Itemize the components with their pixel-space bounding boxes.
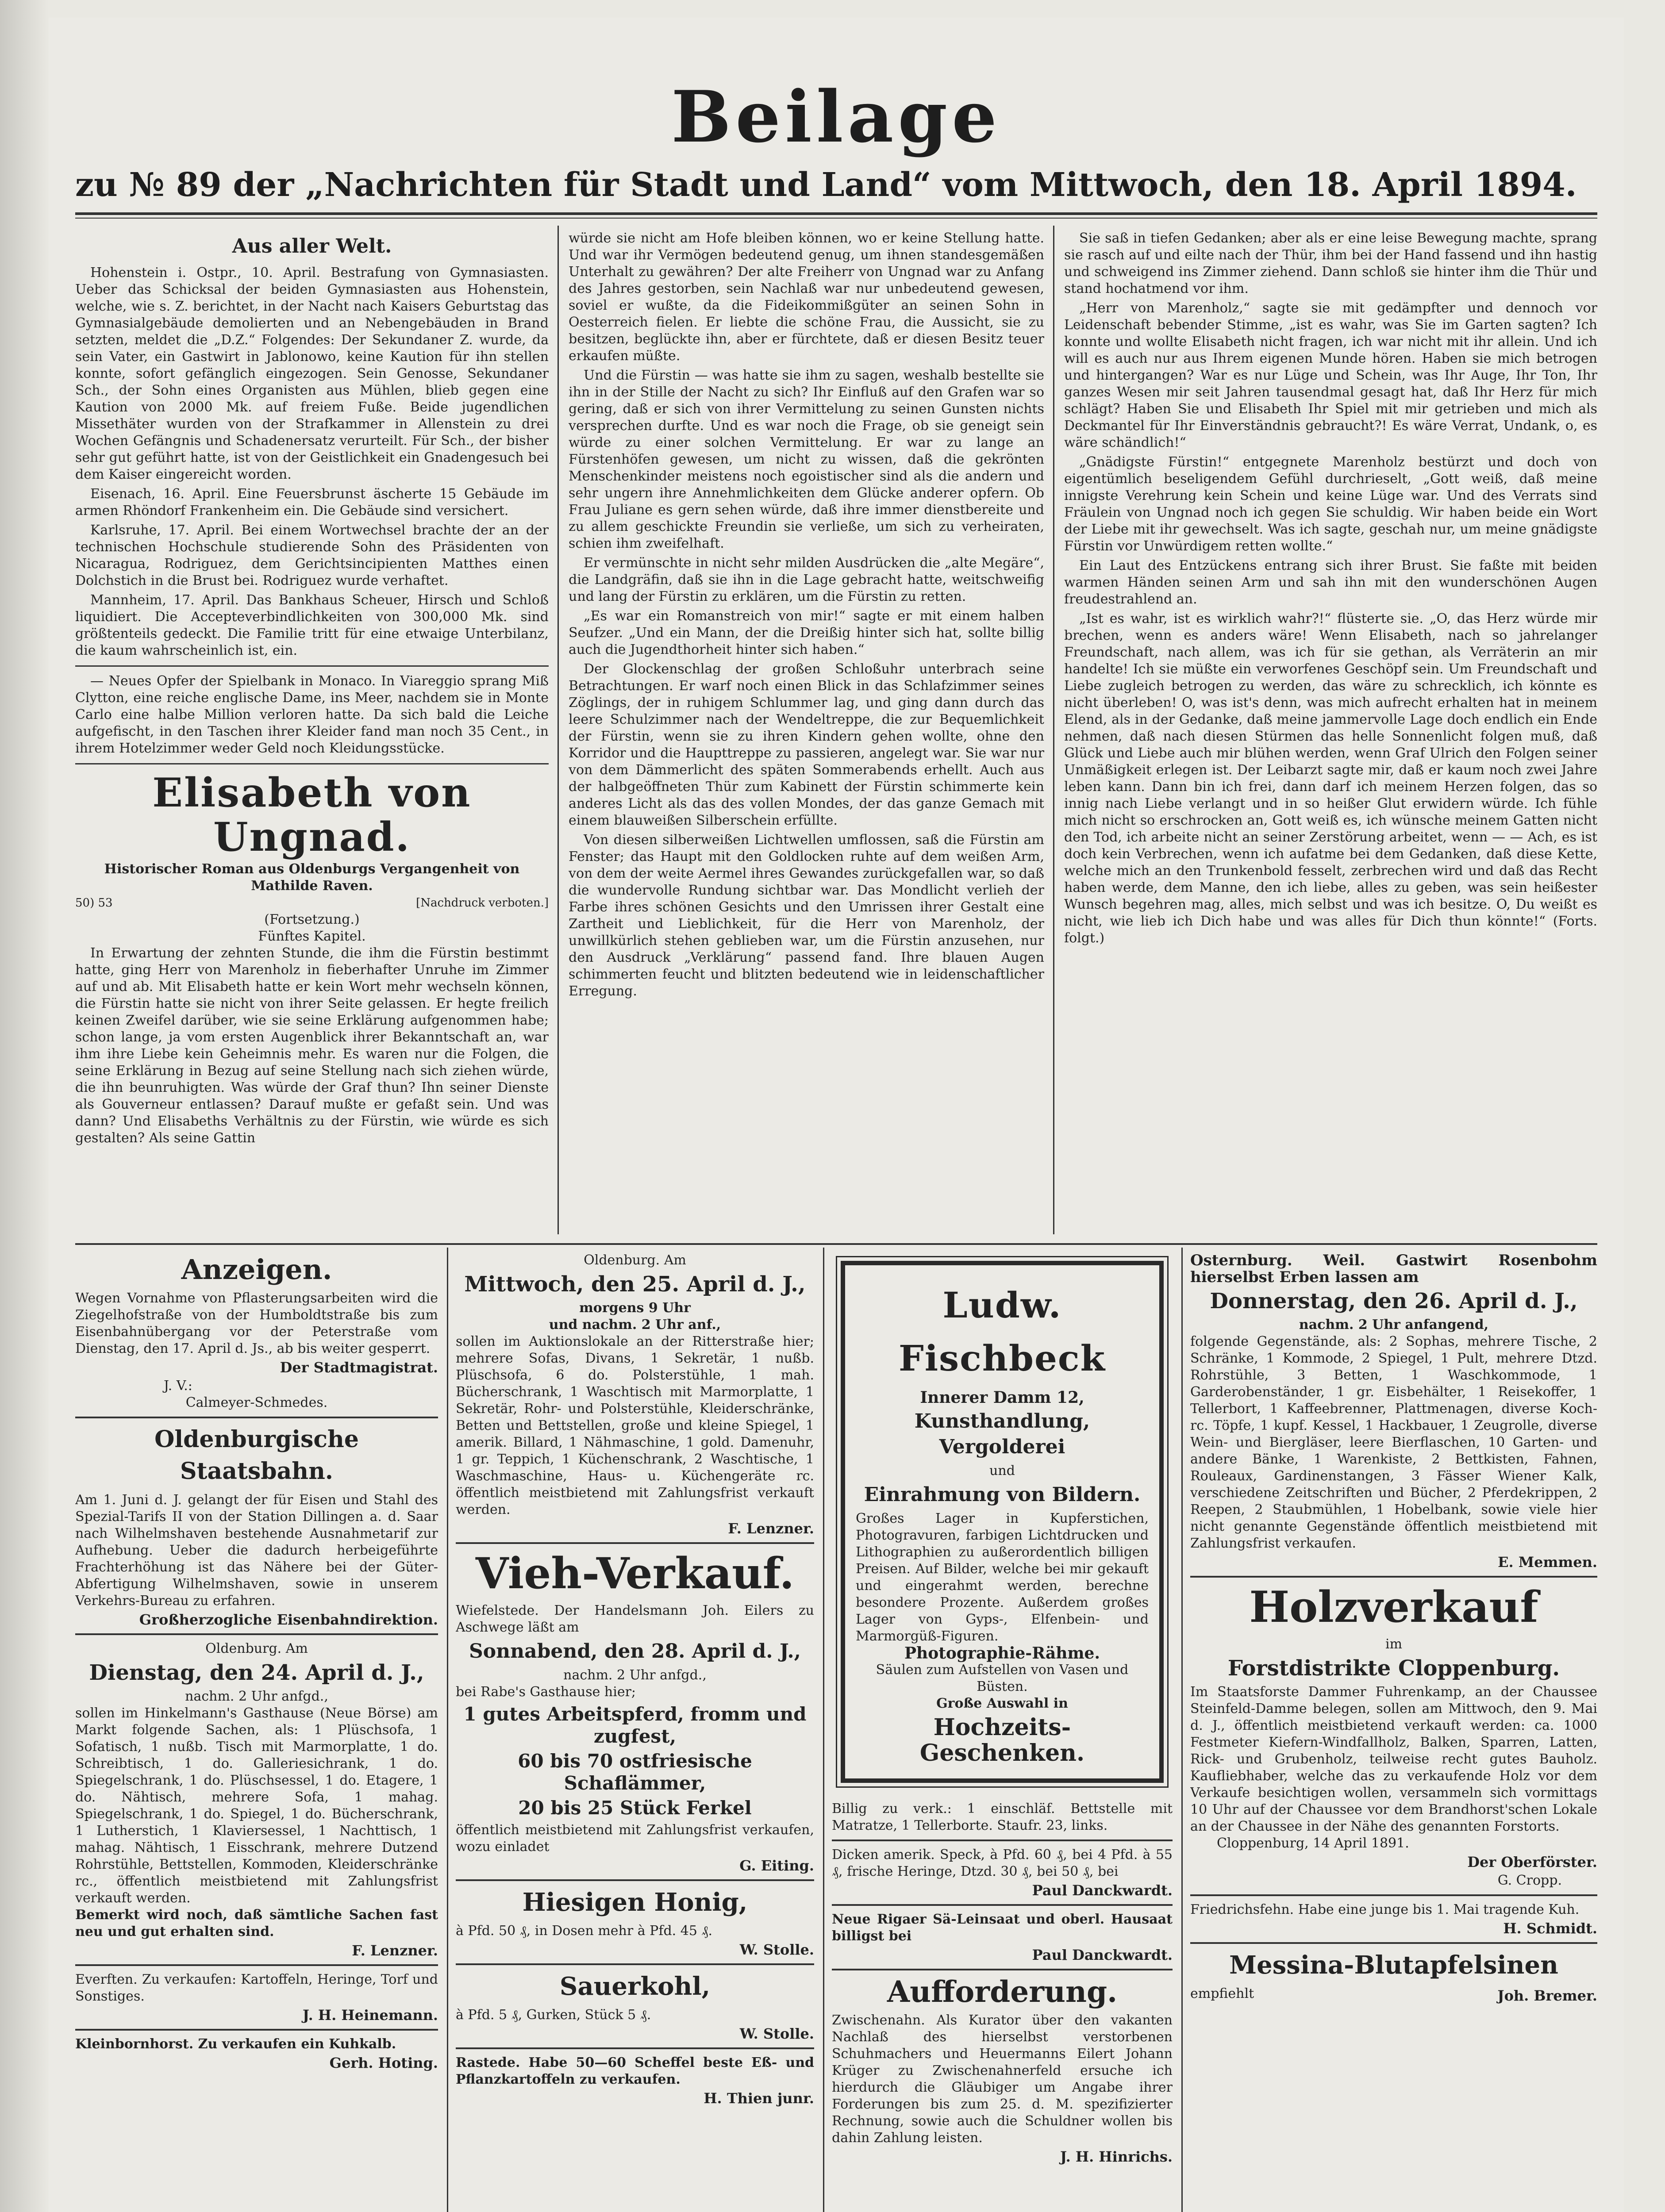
honig-sig: W. Stolle. bbox=[739, 1941, 814, 1958]
messina-sig: Joh. Bremer. bbox=[1497, 1987, 1597, 2004]
everften-sig: J. H. Heinemann. bbox=[302, 2007, 438, 2024]
sauerkohl-heading: Sauerkohl, bbox=[559, 1972, 711, 2001]
dienstag-sig: F. Lenzner. bbox=[352, 1942, 438, 1959]
novel-col3-p5: „Ist es wahr, ist es wirklich wahr?!“ flüsterte sie. „O, das Herz würde mir brechen, wenn es anders wäre! Wenn Elisabeth, nach so jahrelanger Freundschaft, nach allem, was ich für sie gethan, als Verräterin an mir handelte! Ich sie müßte ein verworfenes Geschöpf sein. Um Freundschaft und Liebe zugleich betrogen zu werden, das wäre zu schrecklich, ich könnte es nicht überleben! O, was ist's denn, was mich aufrecht erhalten hat in meinem Elend, als in der Gedanke, daß meine jammervolle Lage doch endlich ein Ende nehmen, daß nach diesen Stürmen das helle Sonnenlicht folgen muß, daß Glück und Liebe auch mir blühen werden, wenn Graf Ulrich den Folgen seiner Unmäßigkeit erlegen ist. Der Leibarzt sagte mir, daß er kaum noch zwei Jahre leben kann. Dann bin ich frei, dann darf ich meinem Herzen folgen, das so innig nach Liebe verlangt und in so heißer Glut erwidern würde. Ich fühle mich nicht so erschrocken an, Gott weiß es, ich wünsche meinem Gatten nicht den Tod, ich arbeite nicht an seiner Zerstörung arbeitet, wenn — — Ach, es ist doch kein Verbrechen, wenn ich aufatme bei dem Gedanken, daß diese Kette, welche mich an den Trunkenbold fesselt, zerbrechen wird und daß das Recht haben werde, dem Manne, den ich liebe, alles zu geben, was sein heißester Wunsch begehren mag, alles, mich selbst und was ich besitze. O, Du weißt es nicht, wie lieb ich Dich habe und was alles für Dich thun könnte!“ (Forts. folgt.) bbox=[1064, 611, 1597, 946]
everften-text: Everften. Zu verkaufen: Kartoffeln, Heringe, Torf und Sonstiges. bbox=[75, 1972, 438, 2004]
ad-divider-3 bbox=[1181, 1248, 1183, 2212]
vieh-sig: G. Eiting. bbox=[739, 1857, 814, 1874]
novel-chapter: Fünftes Kapitel. bbox=[258, 929, 366, 944]
anzeigen-heading: Anzeigen. bbox=[181, 1253, 332, 1286]
holz-sub1: im bbox=[1385, 1636, 1403, 1652]
novel-col2-p4: „Es war ein Romanstreich von mir!“ sagte er mit einem halben Seufzer. „Und ein Mann, der die Dreißig hinter sich hat, sollte billig auch die Jugendthorheit hinter sich haben.“ bbox=[569, 608, 1044, 657]
fischbeck-line7: Hochzeits-Geschenken. bbox=[919, 1714, 1085, 1767]
mittwoch-sig: F. Lenzner. bbox=[728, 1520, 814, 1537]
novel-col3-p3: „Gnädigste Fürstin!“ entgegnete Marenholz bestürzt und doch von eigentümlich beseligendem Gefühl durchrieselt, „Gott weiß, daß meine innigste Verehrung kein Schein und keine Lüge war. Und des Verrats sind Fräulein von Ungnad noch ich gegen Sie schuldig. Wir haben beide ein Wort der Liebe mit ihr gewechselt. Was ich sagte, geschah nur, um meine gnädigste Fürstin vor Unwürdigem retten wollte.“ bbox=[1064, 454, 1597, 554]
sauerkohl-text: à Pfd. 5 ₰, Gurken, Stück 5 ₰. bbox=[456, 2007, 651, 2023]
holz-date: Cloppenburg, 14 April 1891. bbox=[1217, 1836, 1409, 1851]
staatsbahn-sig: Großherzogliche Eisenbahndirektion. bbox=[139, 1611, 438, 1628]
osternburg-date: Donnerstag, den 26. April d. J., bbox=[1210, 1289, 1578, 1313]
messina-heading: Messina-Blutapfelsinen bbox=[1229, 1951, 1558, 1980]
rigaer-sig: Paul Danckwardt. bbox=[1032, 1947, 1173, 1963]
novel-title: Elisabeth von Ungnad. bbox=[152, 769, 472, 860]
novel-col2-p1: würde sie nicht am Hofe bleiben können, wo er keine Stellung hatte. Und war ihr Vermögen bedeutend genug, um ihnen standesgemäßen Unterhalt zu gewähren? Der alte Freiherr von Ungnad war zu Anfang des Jahres gestorben, sein Nachlaß war nur unbedeutend gewesen, soviel er wußte, da die Fideikommißgüter an seinen Sohn in Oesterreich fielen. Er liebte die schöne Frau, die Aussicht, sie zu besitzen, beglückte ihn, aber er fürchtete, daß er diesen Besitz teuer erkaufen müßte. bbox=[569, 230, 1044, 364]
anzeigen-sig2: J. V.: bbox=[164, 1378, 192, 1394]
speck-text: Dicken amerik. Speck, à Pfd. 60 ₰, bei 4 Pfd. à 55 ₰, frische Heringe, Dtzd. 30 ₰, bei 50 ₰, bei bbox=[832, 1847, 1173, 1879]
staatsbahn-text: Am 1. Juni d. J. gelangt der für Eisen und Stahl des Spezial-Tarifs II von der Station Dillingen a. d. Saar nach Wilhelmshaven bestehende Ausnahmetarif zur Aufhebung. Ueber die dadurch herbeigeführte Frachterhöhung ist das Nähere bei der Güter-Abfertigung Wilhelmshaven, sowie in unserem Verkehrs-Bureau zu erfahren. bbox=[75, 1492, 438, 1609]
staatsbahn-heading: Oldenburgische Staatsbahn. bbox=[154, 1426, 359, 1485]
messina-text: empfiehlt bbox=[1190, 1986, 1254, 2001]
osternburg-time: nachm. 2 Uhr anfangend, bbox=[1299, 1317, 1489, 1333]
vieh-text2: bei Rabe's Gasthause hier; bbox=[456, 1684, 636, 1700]
holzverkauf-heading: Holzverkauf bbox=[1249, 1582, 1538, 1632]
vieh-date: Sonnabend, den 28. April d. J., bbox=[469, 1640, 801, 1663]
news-hohenstein: Hohenstein i. Ostpr., 10. April. Bestrafung von Gymnasiasten. Ueber das Schicksal der beiden Gymnasiasten aus Hohenstein, welche, wie s. Z. berichtet, in der Nacht nach Kaisers Geburtstag das Gymnasialgebäude demolierten und an Nebengebäuden in Brand setzten, meldet die „D.Z.“ Folgendes: Der Sekundaner Z. wurde, da sein Vater, ein Gastwirt in Jablonowo, keine Kaution für ihn stellen konnte, sofort gefänglich eingezogen. Sein Genosse, Sekundaner Sch., der Sohn eines Organisten aus Mühlen, blieb gegen eine Kaution von 2000 Mk. auf freiem Fuße. Beide jugendlichen Missethäter wurden von der Strafkammer in Allenstein zu drei Wochen Gefängnis und Schadenersatz verurteilt. Für Sch., der bisher sehr gut geführt hatte, ist von der Geistlichkeit ein Gnadengesuch bei dem Kaiser eingereicht worden. bbox=[75, 265, 549, 482]
fischbeck-ad bbox=[841, 1261, 1164, 1783]
vieh-time: nachm. 2 Uhr anfgd., bbox=[563, 1667, 707, 1683]
novel-col2-p3: Er vermünschte in nicht sehr milden Ausdrücken die „alte Megäre“, die Landgräfin, daß sie ihn in die Lage gebracht hatte, weitschweifig und lang der Fürstin zu erklären, um die Fürstin zu retten. bbox=[569, 555, 1044, 604]
novel-number: 50) 53 bbox=[75, 896, 113, 910]
osternburg-sig: E. Memmen. bbox=[1498, 1554, 1597, 1571]
novel-subtitle: Historischer Roman aus Oldenburgs Vergangenheit von Mathilde Raven. bbox=[104, 861, 520, 894]
aufforderung-sig: J. H. Hinrichs. bbox=[1060, 2148, 1173, 2165]
page-spine-shadow bbox=[0, 0, 49, 2212]
masthead-title: Beilage bbox=[671, 75, 1001, 158]
fischbeck-address: Innerer Damm 12, bbox=[920, 1388, 1084, 1407]
fischbeck-line1: Kunsthandlung, Vergolderei bbox=[914, 1410, 1090, 1458]
ad-column-3 bbox=[832, 1252, 1173, 2212]
novel-col2-p6: Von diesen silberweißen Lichtwellen umflossen, saß die Fürstin am Fenster; das Haupt mit den Goldlocken ruhte auf dem weißen Arm, von dem der weite Aermel ihres Gewandes zurückgefallen war, so daß die wundervolle Rundung sichtbar war. Das Mondlicht verlieh der Farbe ihres schönen Gesichts und den Umrissen ihrer Gestalt eine Zartheit und Lieblichkeit, für die Herr von Marenholz, der unwillkürlich stehen geblieben war, um die Fürstin anzusehen, nur den Ausdruck „Verklärung“ passend fand. Ihre blauen Augen schimmerten feucht und blitzten bedeutend wie in leidenschaftlicher Erregung. bbox=[569, 832, 1044, 999]
billig-text: Billig zu verk.: 1 einschläf. Bettstelle mit Matratze, 1 Tellerborte. Staufr. 23, links. bbox=[832, 1801, 1173, 1833]
aufforderung-text: Zwischenahn. Als Kurator über den vakanten Nachlaß des hierselbst verstorbenen Schuhmachers und Heuermanns Eilert Johann Krüger zu Zwischenahnerfeld ersuche ich hierdurch die Gläubiger um Angabe ihrer Forderungen bis zum 25. d. M. spezifizierter Rechnung, sowie auch die Schuldner wollen bis dahin Zahlung leisten. bbox=[832, 2012, 1173, 2146]
fischbeck-line3: Einrahmung von Bildern. bbox=[864, 1483, 1141, 1506]
fischbeck-text: Großes Lager in Kupferstichen, Photogravuren, farbigen Lichtdrucken und Lithographien zu außerordentlich billigen Preisen. Auf Bilder, welche bei mir gekauft und eingerahmt werden, berechne besondere Prozente. Außerdem großes Lager von Gyps-, Elfenbein- und Marmorgüß-Figuren. bbox=[856, 1511, 1149, 1644]
dienstag-time: nachm. 2 Uhr anfgd., bbox=[185, 1689, 328, 1704]
section-rule bbox=[75, 1243, 1597, 1245]
dienstag-date: Dienstag, den 24. April d. J., bbox=[89, 1660, 424, 1685]
aus-aller-welt-heading: Aus aller Welt. bbox=[232, 235, 392, 257]
anzeigen-sig3: Calmeyer-Schmedes. bbox=[185, 1395, 328, 1410]
holz-sub2: Forstdistrikte Cloppenburg. bbox=[1227, 1656, 1560, 1681]
novel-col3-p4: Ein Laut des Entzückens entrang sich ihrer Brust. Sie faßte mit beiden warmen Händen seinen Arm und sah ihn mit den wunderschönen Augen freudestrahlend an. bbox=[1064, 558, 1597, 607]
novel-reprint-note: [Nachdruck verboten.] bbox=[416, 896, 549, 910]
news-eisenach: Eisenach, 16. April. Eine Feuersbrunst äscherte 15 Gebäude im armen Rhöndorf Frankenheim ein. Die Gebäude sind versichert. bbox=[75, 486, 549, 518]
fischbeck-line5: Säulen zum Aufstellen von Vasen und Büsten. bbox=[876, 1662, 1129, 1694]
friedrichsfehn-sig: H. Schmidt. bbox=[1503, 1920, 1597, 1937]
anzeigen-sig1: Der Stadtmagistrat. bbox=[280, 1359, 438, 1376]
masthead bbox=[49, 75, 1624, 158]
ad-column-1 bbox=[75, 1252, 438, 2212]
separator bbox=[75, 665, 549, 667]
masthead-rule-bottom bbox=[75, 218, 1597, 219]
ad-column-2 bbox=[456, 1252, 814, 2212]
dienstag-text: sollen im Hinkelmann's Gasthause (Neue Börse) am Markt folgende Sachen, als: 1 Plüschsofa, 1 Sofatisch, 1 nußb. Tisch mit Marmorplatte, 1 do. Schreibtisch, 1 do. Galleriesichrank, 1 do. Spiegelschrank, 1 do. Plüschsessel, 1 do. Etagere, 1 do. Nähtisch, mehrere Sofa, 1 mahag. Spiegelschrank, 1 do. Spiegel, 1 do. Bücherschrank, 1 Lutherstich, 1 Klaviersessel, 1 Nachttisch, 1 mahag. Nähtisch, 1 Eisschrank, mehrere Dutzend Rohrstühle, Bettstellen, Kommoden, Kleiderschränke rc., öffentlich meistbietend mit Zahlungsfrist verkauft werden. bbox=[75, 1705, 438, 1906]
novel-col3-p2: „Herr von Marenholz,“ sagte sie mit gedämpfter und dennoch vor Leidenschaft bebender Stimme, „ist es wahr, was Sie im Garten sagten? Ich konnte und wollte Elisabeth nicht fragen, ich war nicht mit ihr allein. Und ich will es auch nur aus Ihrem eigenen Munde hören. Haben sie mich betrogen und hintergangen? War es nur Lüge und Schein, was Ihr Auge, Ihr Ton, Ihr ganzes Wesen mir seit Jahren tausendmal gesagt hat, daß Ihr Herz für mich schlägt? Haben Sie und Elisabeth Ihr Spiel mit mir getrieben und mich als Deckmantel für Ihr Einverständnis gebraucht?! Es wäre Verrat, Undank, o, es wäre schändlich!“ bbox=[1064, 300, 1597, 450]
speck-sig: Paul Danckwardt. bbox=[1032, 1882, 1173, 1899]
rastede-text: Rastede. Habe 50—60 Scheffel beste Eß- und Pflanzkartoffeln zu verkaufen. bbox=[456, 2055, 814, 2087]
kleinbornhorst-sig: Gerh. Hoting. bbox=[329, 2055, 438, 2071]
vieh-item1: 1 gutes Arbeitspferd, fromm und zugfest, bbox=[463, 1703, 807, 1747]
news-mannheim: Mannheim, 17. April. Das Bankhaus Scheuer, Hirsch und Schloß liquidiert. Die Accepteverbindlichkeiten von 300,000 Mk. sind größtenteils gedeckt. Die Familie tritt für eine etwaige Unterbilanz, die kaum wahrscheinlich ist, ein. bbox=[75, 592, 549, 658]
novel-text: In Erwartung der zehnten Stunde, die ihm die Fürstin bestimmt hatte, ging Herr von Marenholz in fieberhafter Unruhe im Zimmer auf und ab. Mit Elisabeth hatte er kein Wort mehr wechseln können, die Fürstin hatte sie nicht von ihrer Seite gelassen. Er hegte freilich keinen Zweifel darüber, wie sie seine Erklärung aufgenommen habe; schon lange, ja vom ersten Augenblick ihrer Bekanntschaft an, war ihm ihre Liebe kein Geheimnis mehr. Es waren nur die Folgen, die seine Erklärung in Bezug auf seine Stellung nach sich ziehen würde, die ihn beunruhigten. Was würde der Graf thun? Ihn seiner Dienste als Gouverneur entlassen? Darauf mußte er gefaßt sein. Und was dann? Und Elisabeths Verhältnis zu der Fürstin, wie würde es sich gestalten? Als seine Gattin bbox=[75, 945, 549, 1146]
fischbeck-line4: Photographie-Rähme. bbox=[904, 1644, 1100, 1663]
vieh-verkauf-heading: Vieh-Verkauf. bbox=[475, 1548, 795, 1598]
mittwoch-place: Oldenburg. Am bbox=[584, 1252, 686, 1268]
mittwoch-date: Mittwoch, den 25. April d. J., bbox=[464, 1272, 806, 1297]
vieh-text3: öffentlich meistbietend mit Zahlungsfrist verkaufen, wozu einladet bbox=[456, 1822, 814, 1855]
dienstag-note: Bemerkt wird noch, daß sämtliche Sachen fast neu und gut erhalten sind. bbox=[75, 1907, 438, 1939]
ad-divider-2 bbox=[823, 1248, 824, 2212]
news-karlsruhe: Karlsruhe, 17. April. Bei einem Wortwechsel brachte der an der technischen Hochschule studierende Sohn des Präsidenten von Nicaragua, Rodriguez, dem Gerichtsincipienten Matthes einen Dolchstich in die Brust bei. Rodriguez wurde verhaftet. bbox=[75, 522, 549, 588]
honig-heading: Hiesigen Honig, bbox=[522, 1888, 748, 1917]
novel-continuation: (Fortsetzung.) bbox=[264, 912, 360, 927]
rigaer-text: Neue Rigaer Sä-Leinsaat und oberl. Hausaat billigst bei bbox=[832, 1912, 1173, 1944]
column-1 bbox=[75, 230, 549, 1239]
newspaper-page bbox=[49, 18, 1624, 2212]
fischbeck-name: Ludw. Fischbeck bbox=[898, 1284, 1106, 1379]
novel-col3-p1: Sie saß in tiefen Gedanken; aber als er eine leise Bewegung machte, sprang sie rasch auf und eilte nach der Thür, ihm bei der Hand fassend und ihn hastig und schweigend ins Zimmer ziehend. Dann schloß sie hinter ihm die Thür und stand hochatmend vor ihm. bbox=[1064, 230, 1597, 296]
holz-sig1: Der Oberförster. bbox=[1467, 1854, 1597, 1870]
fischbeck-line2: und bbox=[989, 1463, 1015, 1479]
kleinbornhorst-text: Kleinbornhorst. Zu verkaufen ein Kuhkalb. bbox=[75, 2036, 396, 2052]
fischbeck-line6: Große Auswahl in bbox=[936, 1696, 1068, 1711]
holz-text: Im Staatsforste Dammer Fuhrenkamp, an der Chaussee Steinfeld-Damme belegen, sollen am Mittwoch, den 9. Mai d. J., öffentlich meistbietend verkauft werden: ca. 1000 Festmeter Kiefern-Windfallholz, Balken, Sparren, Latten, Rick- und Grubenholz, teilweise recht gutes Bauholz. Kaufliebhaber, welche das zu verkaufende Holz vor dem Verkaufe besichtigen wollen, versammeln sich vormittags 10 Uhr auf der Chaussee vor dem Brandhorst'schen Lokale an der Chaussee in der Nähe des genannten Forstorts. bbox=[1190, 1684, 1597, 1834]
dienstag-place: Oldenburg. Am bbox=[205, 1641, 308, 1656]
vieh-item2: 60 bis 70 ostfriesische Schaflämmer, bbox=[518, 1750, 752, 1794]
mittwoch-time2: und nachm. 2 Uhr anf., bbox=[549, 1317, 721, 1333]
column-divider-1 bbox=[558, 226, 559, 1234]
sauerkohl-sig: W. Stolle. bbox=[739, 2025, 814, 2042]
masthead-rule-top bbox=[75, 212, 1597, 215]
anzeigen-text: Wegen Vornahme von Pflasterungsarbeiten wird die Ziegelhofstraße von der Humboldtstraße bis zum Eisenbahnübergang vor der Peterstraße vom Dienstag, den 17. April d. Js., ab bis weiter gesperrt. bbox=[75, 1290, 438, 1356]
osternburg-text: Osternburg. Weil. Gastwirt Rosenbohm hierselbst Erben lassen am bbox=[1190, 1252, 1597, 1286]
mittwoch-time1: morgens 9 Uhr bbox=[579, 1300, 691, 1316]
novel-col2-p5: Der Glockenschlag der großen Schloßuhr unterbrach seine Betrachtungen. Er warf noch einen Blick in das Schlafzimmer seines Zöglings, der in ruhigem Schlummer lag, und ging dann durch das leere Schulzimmer nach der Wendeltreppe, die zur Bequemlichkeit der Fürstin, wenn sie zu ihren Kindern gehen wollte, ohne den Korridor und die Haupttreppe zu passieren, angelegt war. Sie war nur von dem Dämmerlicht des späten Sommerabends erhellt. Auch aus der halbgeöffneten Thür zum Kabinett der Fürstin schimmerte kein anderes Licht als das des vollen Mondes, der das ganze Gemach mit einem blauweißen Silberschein erfüllte. bbox=[569, 661, 1044, 828]
holz-sig2: G. Cropp. bbox=[1497, 1873, 1562, 1888]
column-2 bbox=[569, 230, 1044, 1239]
rastede-sig: H. Thien junr. bbox=[704, 2090, 814, 2107]
masthead-subline: zu № 89 der „Nachrichten für Stadt und Land“ vom Mittwoch, den 18. April 1894. bbox=[75, 166, 1577, 204]
friedrichsfehn-text: Friedrichsfehn. Habe eine junge bis 1. Mai tragende Kuh. bbox=[1190, 1902, 1580, 1917]
novel-col2-p2: Und die Fürstin — was hatte sie ihm zu sagen, weshalb bestellte sie ihn in der Stille der Nacht zu sich? Ihr Einfluß auf den Grafen war so gering, daß er sich von ihrer Vermittelung zu seinen Gunsten nichts versprechen durfte. Und es war noch die Frage, ob sie geneigt sein würde zu einer solchen Vermittelung. Er war zu lange an Fürstenhöfen gewesen, um nicht zu wissen, daß die gekrönten Menschenkinder meistens noch egoistischer sind als die andern und sehr ungern ihre Annehmlichkeiten dem Glücke anderer opfern. Ob Frau Juliane es gern sehen würde, daß ihre immer dienstbereite und zu allem geschickte Freundin sie verließe, um sich zu verheiraten, schien ihm zweifelhaft. bbox=[569, 368, 1044, 551]
ad-column-4 bbox=[1190, 1252, 1597, 2212]
ad-divider-1 bbox=[447, 1248, 448, 2212]
osternburg-text2: folgende Gegenstände, als: 2 Sophas, mehrere Tische, 2 Schränke, 1 Kommode, 2 Spiegel, 1 Pult, mehrere Dtzd. Rohrstühle, 3 Betten, 1 Waschkommode, 1 Garderobenständer, 1 gr. Eisbehälter, 1 Reisekoffer, 1 Tellerbort, 1 Kaffeebrenner, Plattmenagen, diverse Koch- rc. Töpfe, 1 kupf. Kessel, 1 Hackbauer, 1 Zeugrolle, diverse Wein- und Biergläser, leere Bierflaschen, 10 Garten- und andere Bänke, 1 Warenkiste, 2 Bettkisten, Fahnen, Rouleaux, Gardinenstangen, 3 Fässer Wiener Kalk, verschiedene Zeitschriften und Bücher, 2 Pferdekrippen, 2 Reepen, 2 Staubmühlen, 1 Hobelbank, sowie viele hier nicht genannte Gegenstände öffentlich meistbietend mit Zahlungsfrist verkaufen. bbox=[1190, 1334, 1597, 1551]
honig-text: à Pfd. 50 ₰, in Dosen mehr à Pfd. 45 ₰. bbox=[456, 1923, 712, 1939]
separator bbox=[75, 763, 549, 764]
news-monaco: — Neues Opfer der Spielbank in Monaco. In Viareggio sprang Miß Clytton, eine reiche englische Dame, ins Meer, nachdem sie in Monte Carlo eine halbe Million verloren hatte. Da sich bald die Leiche aufgefischt, in den Taschen ihrer Kleider fand man noch 35 Cent., in ihrem Hotelzimmer weder Geld noch Kleidungsstücke. bbox=[75, 673, 549, 756]
aufforderung-heading: Aufforderung. bbox=[887, 1974, 1118, 2009]
column-3 bbox=[1064, 230, 1597, 1239]
column-divider-2 bbox=[1053, 226, 1054, 1234]
mittwoch-text: sollen im Auktionslokale an der Ritterstraße hier; mehrere Sofas, Divans, 1 Sekretär, 1 nußb. Plüschsofa, 6 do. Polsterstühle, 1 mah. Bücherschrank, 1 Waschtisch mit Marmorplatte, 1 Sekretär, Rohr- und Polsterstühle, Kleiderschränke, Betten und Bettstellen, große und kleine Spiegel, 1 amerik. Billard, 1 Nähmaschine, 1 gold. Damenuhr, 1 gr. Teppich, 1 Küchenschrank, 2 Waschtische, 1 Waschmaschine, Haus- u. Küchengeräte rc. öffentlich meistbietend mit Zahlungsfrist verkauft werden. bbox=[456, 1334, 814, 1517]
vieh-item3: 20 bis 25 Stück Ferkel bbox=[518, 1797, 752, 1819]
vieh-text: Wiefelstede. Der Handelsmann Joh. Eilers zu Aschwege läßt am bbox=[456, 1603, 814, 1635]
